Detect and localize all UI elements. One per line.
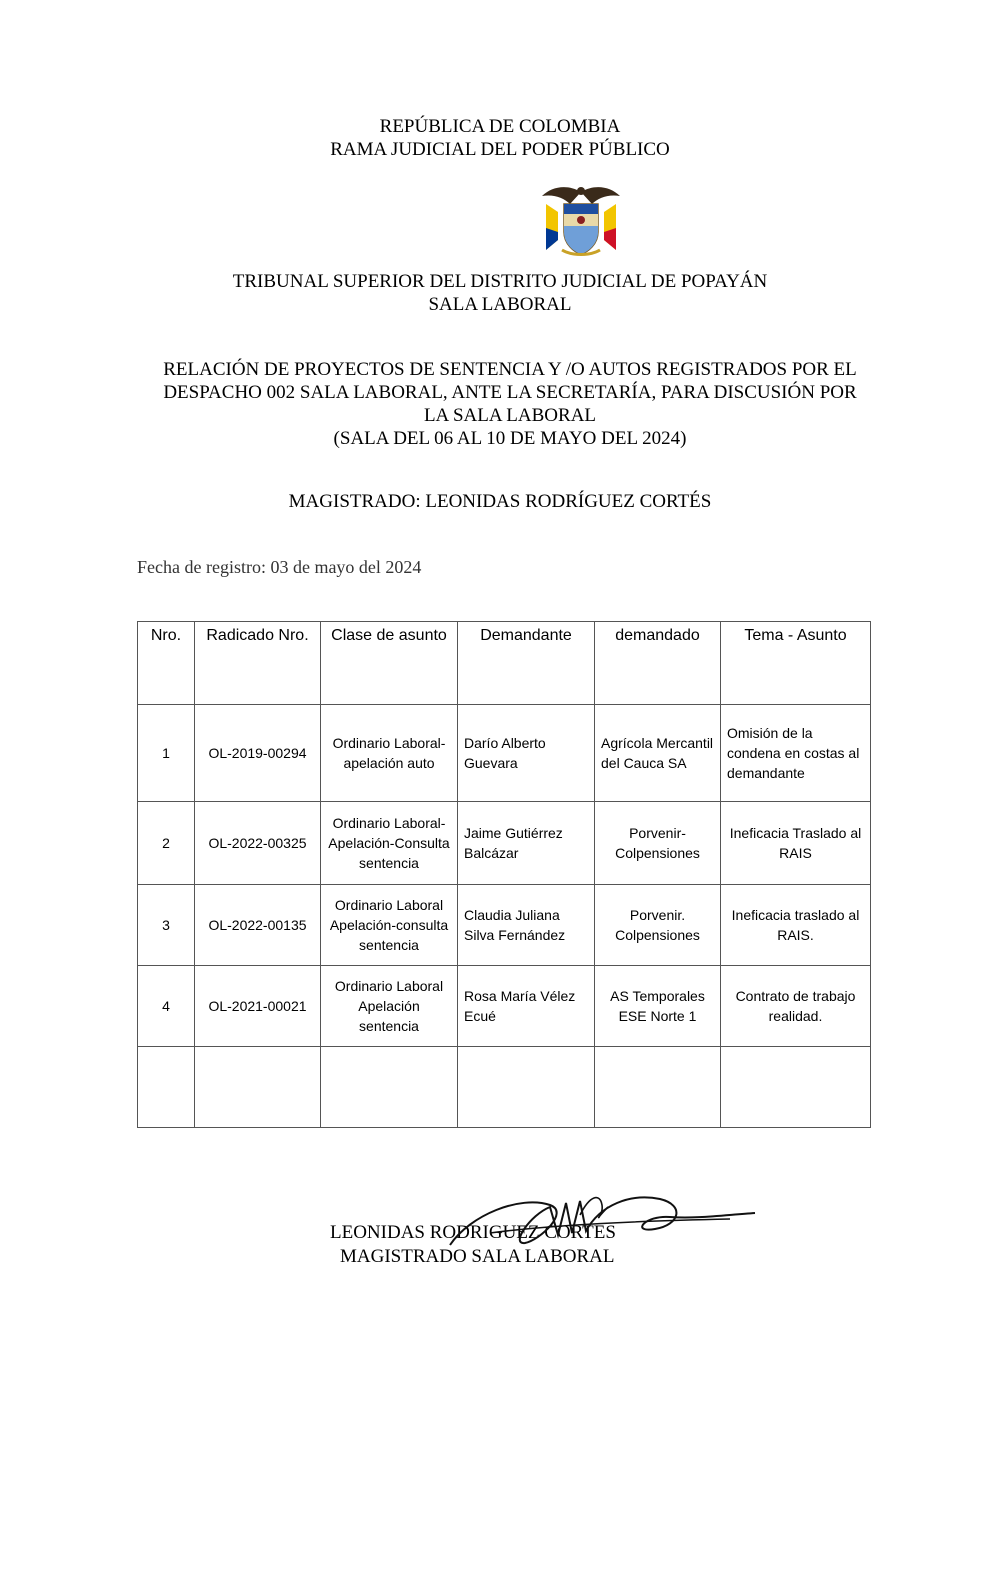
col-header-nro: Nro. — [138, 622, 195, 705]
magistrate-heading: MAGISTRADO: LEONIDAS RODRÍGUEZ CORTÉS — [288, 491, 712, 512]
cell-empty — [458, 1047, 595, 1128]
cell-demandante: Darío Alberto Guevara — [458, 705, 595, 802]
table-row — [138, 802, 871, 885]
relation-title — [130, 358, 890, 450]
col-header-radicado: Radicado Nro. — [195, 622, 321, 705]
relation-line-4: (SALA DEL 06 AL 10 DE MAYO DEL 2024) — [333, 428, 687, 449]
sala-name: SALA LABORAL — [428, 294, 572, 315]
cell-demandado: Porvenir-Colpensiones — [595, 802, 721, 885]
col-header-clase: Clase de asunto — [321, 622, 458, 705]
relation-line-3: LA SALA LABORAL — [423, 405, 597, 426]
cell-tema: Ineficacia traslado al RAIS. — [721, 885, 871, 966]
table-header-row — [138, 622, 871, 705]
cell-radicado: OL-2022-00135 — [195, 885, 321, 966]
table-row-empty — [138, 1047, 871, 1128]
cell-demandado: AS Temporales ESE Norte 1 — [595, 966, 721, 1047]
col-header-tema: Tema - Asunto — [721, 622, 871, 705]
signer-title: MAGISTRADO SALA LABORAL — [340, 1246, 615, 1267]
cell-empty — [721, 1047, 871, 1128]
cell-empty — [321, 1047, 458, 1128]
table-row — [138, 966, 871, 1047]
relation-line-2: DESPACHO 002 SALA LABORAL, ANTE LA SECRETARÍA, PARA DISCUSIÓN POR — [163, 382, 857, 403]
cell-tema: Contrato de trabajo realidad. — [721, 966, 871, 1047]
cell-radicado: OL-2019-00294 — [195, 705, 321, 802]
cell-tema: Omisión de la condena en costas al demandante — [721, 705, 871, 802]
cell-nro: 1 — [138, 705, 195, 802]
registration-date: Fecha de registro: 03 de mayo del 2024 — [137, 557, 422, 577]
colombia-coat-of-arms-icon — [538, 182, 624, 258]
handwritten-signature — [430, 1185, 760, 1275]
cell-demandante: Jaime Gutiérrez Balcázar — [458, 802, 595, 885]
relation-line-1: RELACIÓN DE PROYECTOS DE SENTENCIA Y /O AUTOS REGISTRADOS POR EL — [163, 359, 857, 380]
cell-empty — [595, 1047, 721, 1128]
cell-nro: 4 — [138, 966, 195, 1047]
col-header-demandante: Demandante — [458, 622, 595, 705]
cell-tema: Ineficacia Traslado al RAIS — [721, 802, 871, 885]
col-header-demandado: demandado — [595, 622, 721, 705]
cell-radicado: OL-2021-00021 — [195, 966, 321, 1047]
cell-clase: Ordinario Laboral-apelación auto — [321, 705, 458, 802]
cell-clase: Ordinario Laboral Apelación sentencia — [321, 966, 458, 1047]
cell-demandante: Rosa María Vélez Ecué — [458, 966, 595, 1047]
cell-radicado: OL-2022-00325 — [195, 802, 321, 885]
table-row — [138, 885, 871, 966]
header-branch: RAMA JUDICIAL DEL PODER PÚBLICO — [330, 139, 670, 160]
cell-demandante: Claudia Juliana Silva Fernández — [458, 885, 595, 966]
cell-demandado: Porvenir. Colpensiones — [595, 885, 721, 966]
cell-nro: 2 — [138, 802, 195, 885]
cell-nro: 3 — [138, 885, 195, 966]
signer-name: LEONIDAS RODRIGUEZ CORTES — [330, 1222, 616, 1243]
court-name: TRIBUNAL SUPERIOR DEL DISTRITO JUDICIAL DE POPAYÁN — [232, 271, 768, 292]
table-row — [138, 705, 871, 802]
cell-clase: Ordinario Laboral Apelación-consulta sentencia — [321, 885, 458, 966]
cell-empty — [195, 1047, 321, 1128]
cell-demandado: Agrícola Mercantil del Cauca SA — [595, 705, 721, 802]
cases-table — [137, 621, 871, 1128]
header-country: REPÚBLICA DE COLOMBIA — [379, 116, 621, 137]
cell-empty — [138, 1047, 195, 1128]
cell-clase: Ordinario Laboral-Apelación-Consulta sentencia — [321, 802, 458, 885]
